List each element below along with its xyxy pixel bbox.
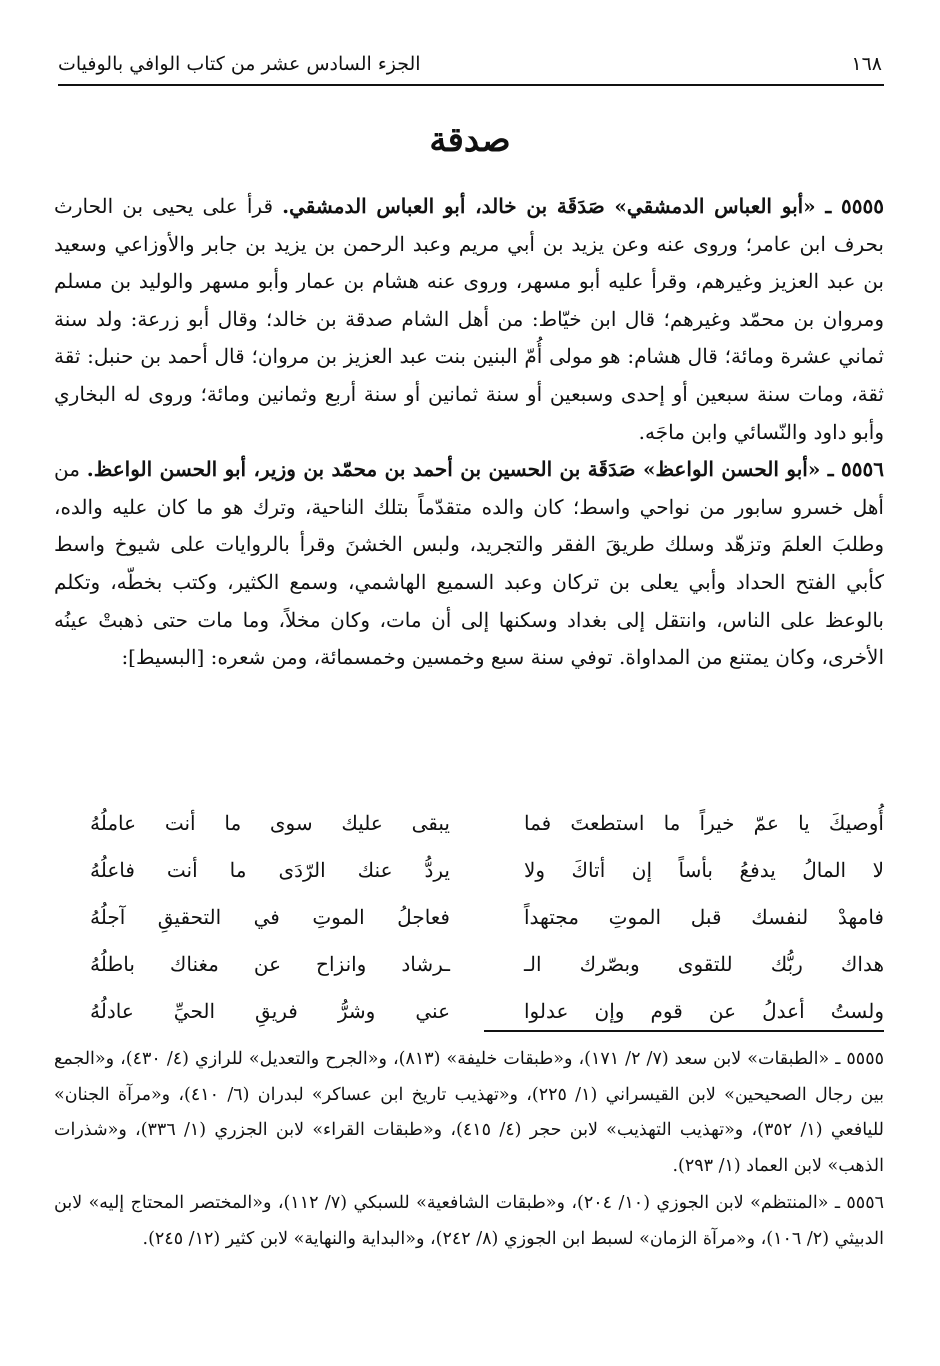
verse-second-hemistich: فعاجلُ الموتِ في التحقيقِ آجلُهُ [90, 905, 450, 929]
body-text [54, 188, 884, 677]
verse-first-hemistich: ولستُ أعدلُ عن قوم وإن عدلوا [524, 999, 884, 1023]
entry-text: من أهل خسرو سابور من نواحي واسط؛ كان والده متقدّماً بتلك الناحية، وترك هو ما كان عليه والده، وطلبَ العلمَ وتزهّد وسلك طريقَ الفقر والتجريد، ولبس الخشنَ وقرأ بالروايات على شيوخ واسط كأبي الفتح الحداد وأبي يعلى بن تركان وعبد السميع الهاشمي، وسمع الكثير، وكتب بخطّه، وتكلم بالوعظ على الناس، وانتقل إلى بغداد وسكنها إلى أن مات، وكان مخلاً، وما مات حتى ذهبتْ عينُه الأخرى، وكان يمتنع من المداواة. توفي سنة سبع وخمسين وخمسمائة، ومن شعره: [البسيط]: [54, 457, 884, 670]
verse-first-hemistich: فامهدْ لنفسك قبل الموتِ مجتهداً [524, 905, 884, 929]
poem-verse [54, 800, 884, 847]
entry-head: ٥٥٥٥ ـ «أبو العباس الدمشقي» صَدَقَة بن خالد، أبو العباس الدمشقي. [282, 194, 884, 218]
footnote-5555: ٥٥٥٥ ـ «الطبقات» لابن سعد (٧/ ٢/ ١٧١)، و«طبقات خليفة» (٨١٣)، و«الجرح والتعديل» للرازي (٤/ ٤٣٠)، و«الجمع بين رجال الصحيحين» لابن القيسراني (١/ ٢٢٥)، و«تهذيب تاريخ ابن عساكر» لبدران (٦/ ٤١٠)، و«مرآة الجنان» لليافعي (١/ ٣٥٢)، و«تهذيب التهذيب» لابن حجر (٤/ ٤١٥)، و«طبقات القراء» لابن الجزري (١/ ٣٣٦)، و«شذرات الذهب» لابن العماد (١/ ٢٩٣). [54, 1049, 885, 1176]
running-head [58, 38, 882, 78]
section-title: صدقة [429, 120, 511, 160]
verse-second-hemistich: ـرشاد وانزاح عن مغناك باطلُهُ [90, 952, 450, 976]
header-rule [58, 84, 884, 86]
verse-first-hemistich: هداك ربُّك للتقوى وبصّرك الـ [524, 952, 884, 976]
footnote-5556: ٥٥٥٦ ـ «المنتظم» لابن الجوزي (١٠/ ٢٠٤)، و«طبقات الشافعية» للسبكي (٧/ ١١٢)، و«المختصر المحتاج إليه» لابن الدبيثي (٢/ ١٠٦)، و«مرآة الزمان» لسبط ابن الجوزي (٨/ ٢٤٢)، و«البداية والنهاية» لابن كثير (١٢/ ٢٤٥). [54, 1193, 884, 1249]
entry-5556 [54, 451, 884, 677]
running-title: الجزء السادس عشر من كتاب الوافي بالوفيات [58, 53, 421, 75]
poem [54, 800, 884, 1035]
footnote-rule [484, 1030, 884, 1032]
verse-first-hemistich: لا المالُ يدفعُ بأساً إن أتاكَ ولا [524, 858, 884, 882]
verse-first-hemistich: أُوصيكَ يا عمّ خيراً ما استطعتَ فما [524, 811, 884, 835]
entry-5555 [54, 188, 884, 451]
verse-second-hemistich: عني وشرُّ فريقِ الحيِّ عادلُهُ [90, 999, 450, 1023]
poem-verse [54, 894, 884, 941]
poem-verse [54, 847, 884, 894]
page-number: ١٦٨ [851, 53, 882, 75]
poem-verse [54, 941, 884, 988]
verse-second-hemistich: يردُّ عنك الرّدَى ما أنت فاعلُهُ [90, 858, 450, 882]
entry-text: قرأ على يحيى بن الحارث بحرف ابن عامر؛ وروى عنه وعن يزيد بن أبي مريم وعبد الرحمن بن يزيد بن جابر والأوزاعي وسعيد بن عبد العزيز وغيرهم، وقرأ عليه أبو مسهر، وروى عنه هشام بن عمار وأبو مسهر والوليد بن مسلم ومروان بن محمّد وغيرهم؛ قال ابن خيّاط: من أهل الشام صدقة بن خالد؛ وقال أبو زرعة: ولد سنة ثماني عشرة ومائة؛ قال هشام: هو مولى أُمّ البنين بنت عبد العزيز بن مروان؛ قال أحمد بن حنبل: ثقة ثقة، ومات سنة سبعين أو إحدى وسبعين أو سنة ثمانين أو سنة أربع وثمانين ومائة؛ وروى له البخاري وأبو داود والنّسائي وابن ماجَه. [54, 194, 884, 444]
poem-verse [54, 988, 884, 1035]
footnotes [54, 1042, 884, 1260]
verse-second-hemistich: يبقى عليك سوى ما أنت عاملُهُ [90, 811, 450, 835]
entry-head: ٥٥٥٦ ـ «أبو الحسن الواعظ» صَدَقَة بن الحسين بن أحمد بن محمّد بن وزير، أبو الحسن الواعظ. [86, 457, 885, 482]
